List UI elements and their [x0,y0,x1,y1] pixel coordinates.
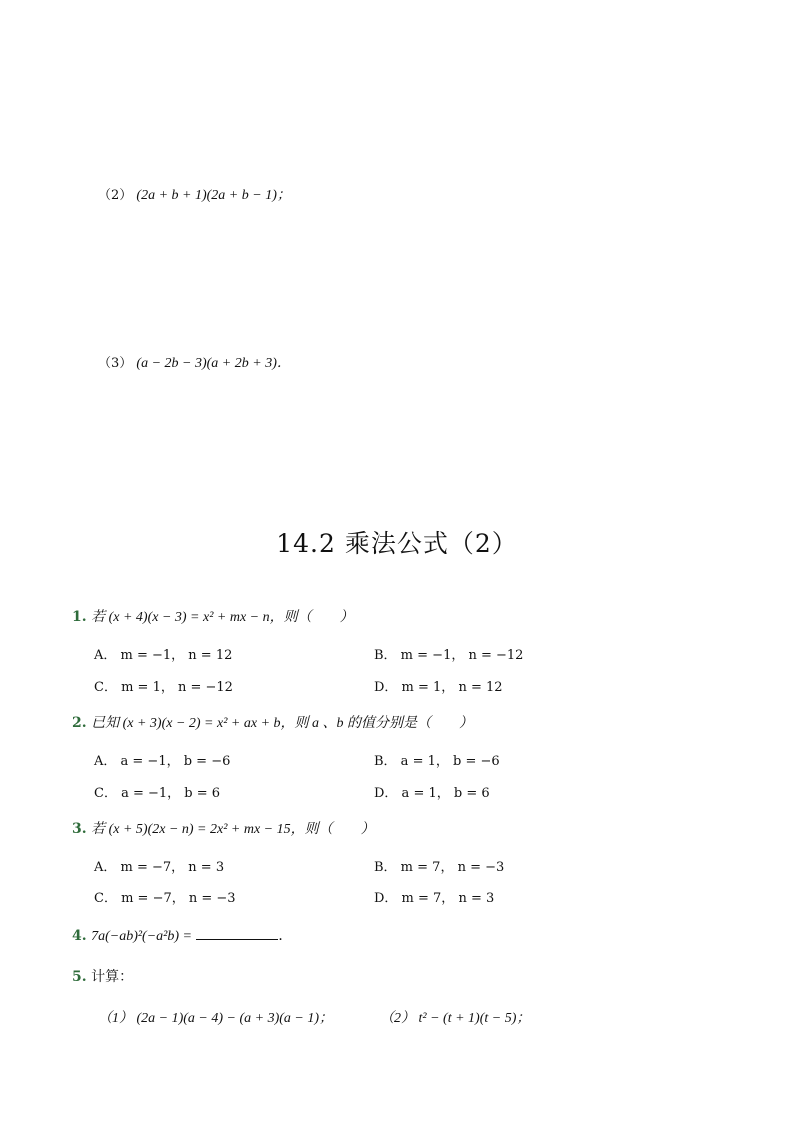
answer-blank[interactable] [196,927,278,940]
q1-option-d[interactable]: D． m = 1， n = 12 [374,680,503,695]
q3-option-d[interactable]: D． m = 7， n = 3 [374,891,495,906]
prev-item-3-label: （3） [98,356,133,371]
question-text: 计算： [91,969,134,985]
question-2 [72,712,473,732]
q1-option-c[interactable]: C． m = 1， n = −12 [94,680,233,695]
q3-option-b[interactable]: B． m = 7， n = −3 [374,860,505,875]
section-title: 14.2 乘法公式（2） [276,529,518,558]
question-number: 5. [72,969,87,985]
q1-option-b[interactable]: B． m = −1， n = −12 [374,648,524,663]
prev-item-2-label: （2） [98,188,133,203]
question-1 [72,606,354,626]
q2-option-c[interactable]: C． a = −1， b = 6 [94,786,221,801]
q3-option-c[interactable]: C． m = −7， n = −3 [94,891,236,906]
q2-option-d[interactable]: D． a = 1， b = 6 [374,786,490,801]
question-text: 已知 (x + 3)(x − 2) = x² + ax + b，则 a 、b 的值分别是（ ） [91,716,474,731]
question-number: 2. [72,715,87,731]
question-text: 若 (x + 4)(x − 3) = x² + mx − n，则（ ） [91,610,354,625]
q2-option-b[interactable]: B． a = 1， b = −6 [374,754,500,769]
question-4 [72,925,292,945]
prev-item-3-expr: (a − 2b − 3)(a + 2b + 3)． [136,356,291,371]
question-5 [72,966,133,986]
question-3 [72,818,375,838]
q1-option-a[interactable]: A． m = −1， n = 12 [94,648,233,663]
prev-item-2 [98,184,291,204]
q5-sub-1: （1） (2a − 1)(a − 4) − (a + 3)(a − 1)； [98,1011,334,1026]
question-text: 7a(−ab)²(−a²b) = [91,929,192,944]
question-end: ． [278,928,293,944]
q5-sub-2: （2） t² − (t + 1)(t − 5)； [380,1011,531,1026]
question-number: 4. [72,928,87,944]
q2-option-a[interactable]: A． a = −1， b = −6 [94,754,231,769]
question-number: 1. [72,609,87,625]
prev-item-3 [98,352,291,372]
question-number: 3. [72,821,87,837]
q3-option-a[interactable]: A． m = −7， n = 3 [94,860,225,875]
prev-item-2-expr: (2a + b + 1)(2a + b − 1)； [136,188,291,203]
question-text: 若 (x + 5)(2x − n) = 2x² + mx − 15，则（ ） [91,822,375,837]
